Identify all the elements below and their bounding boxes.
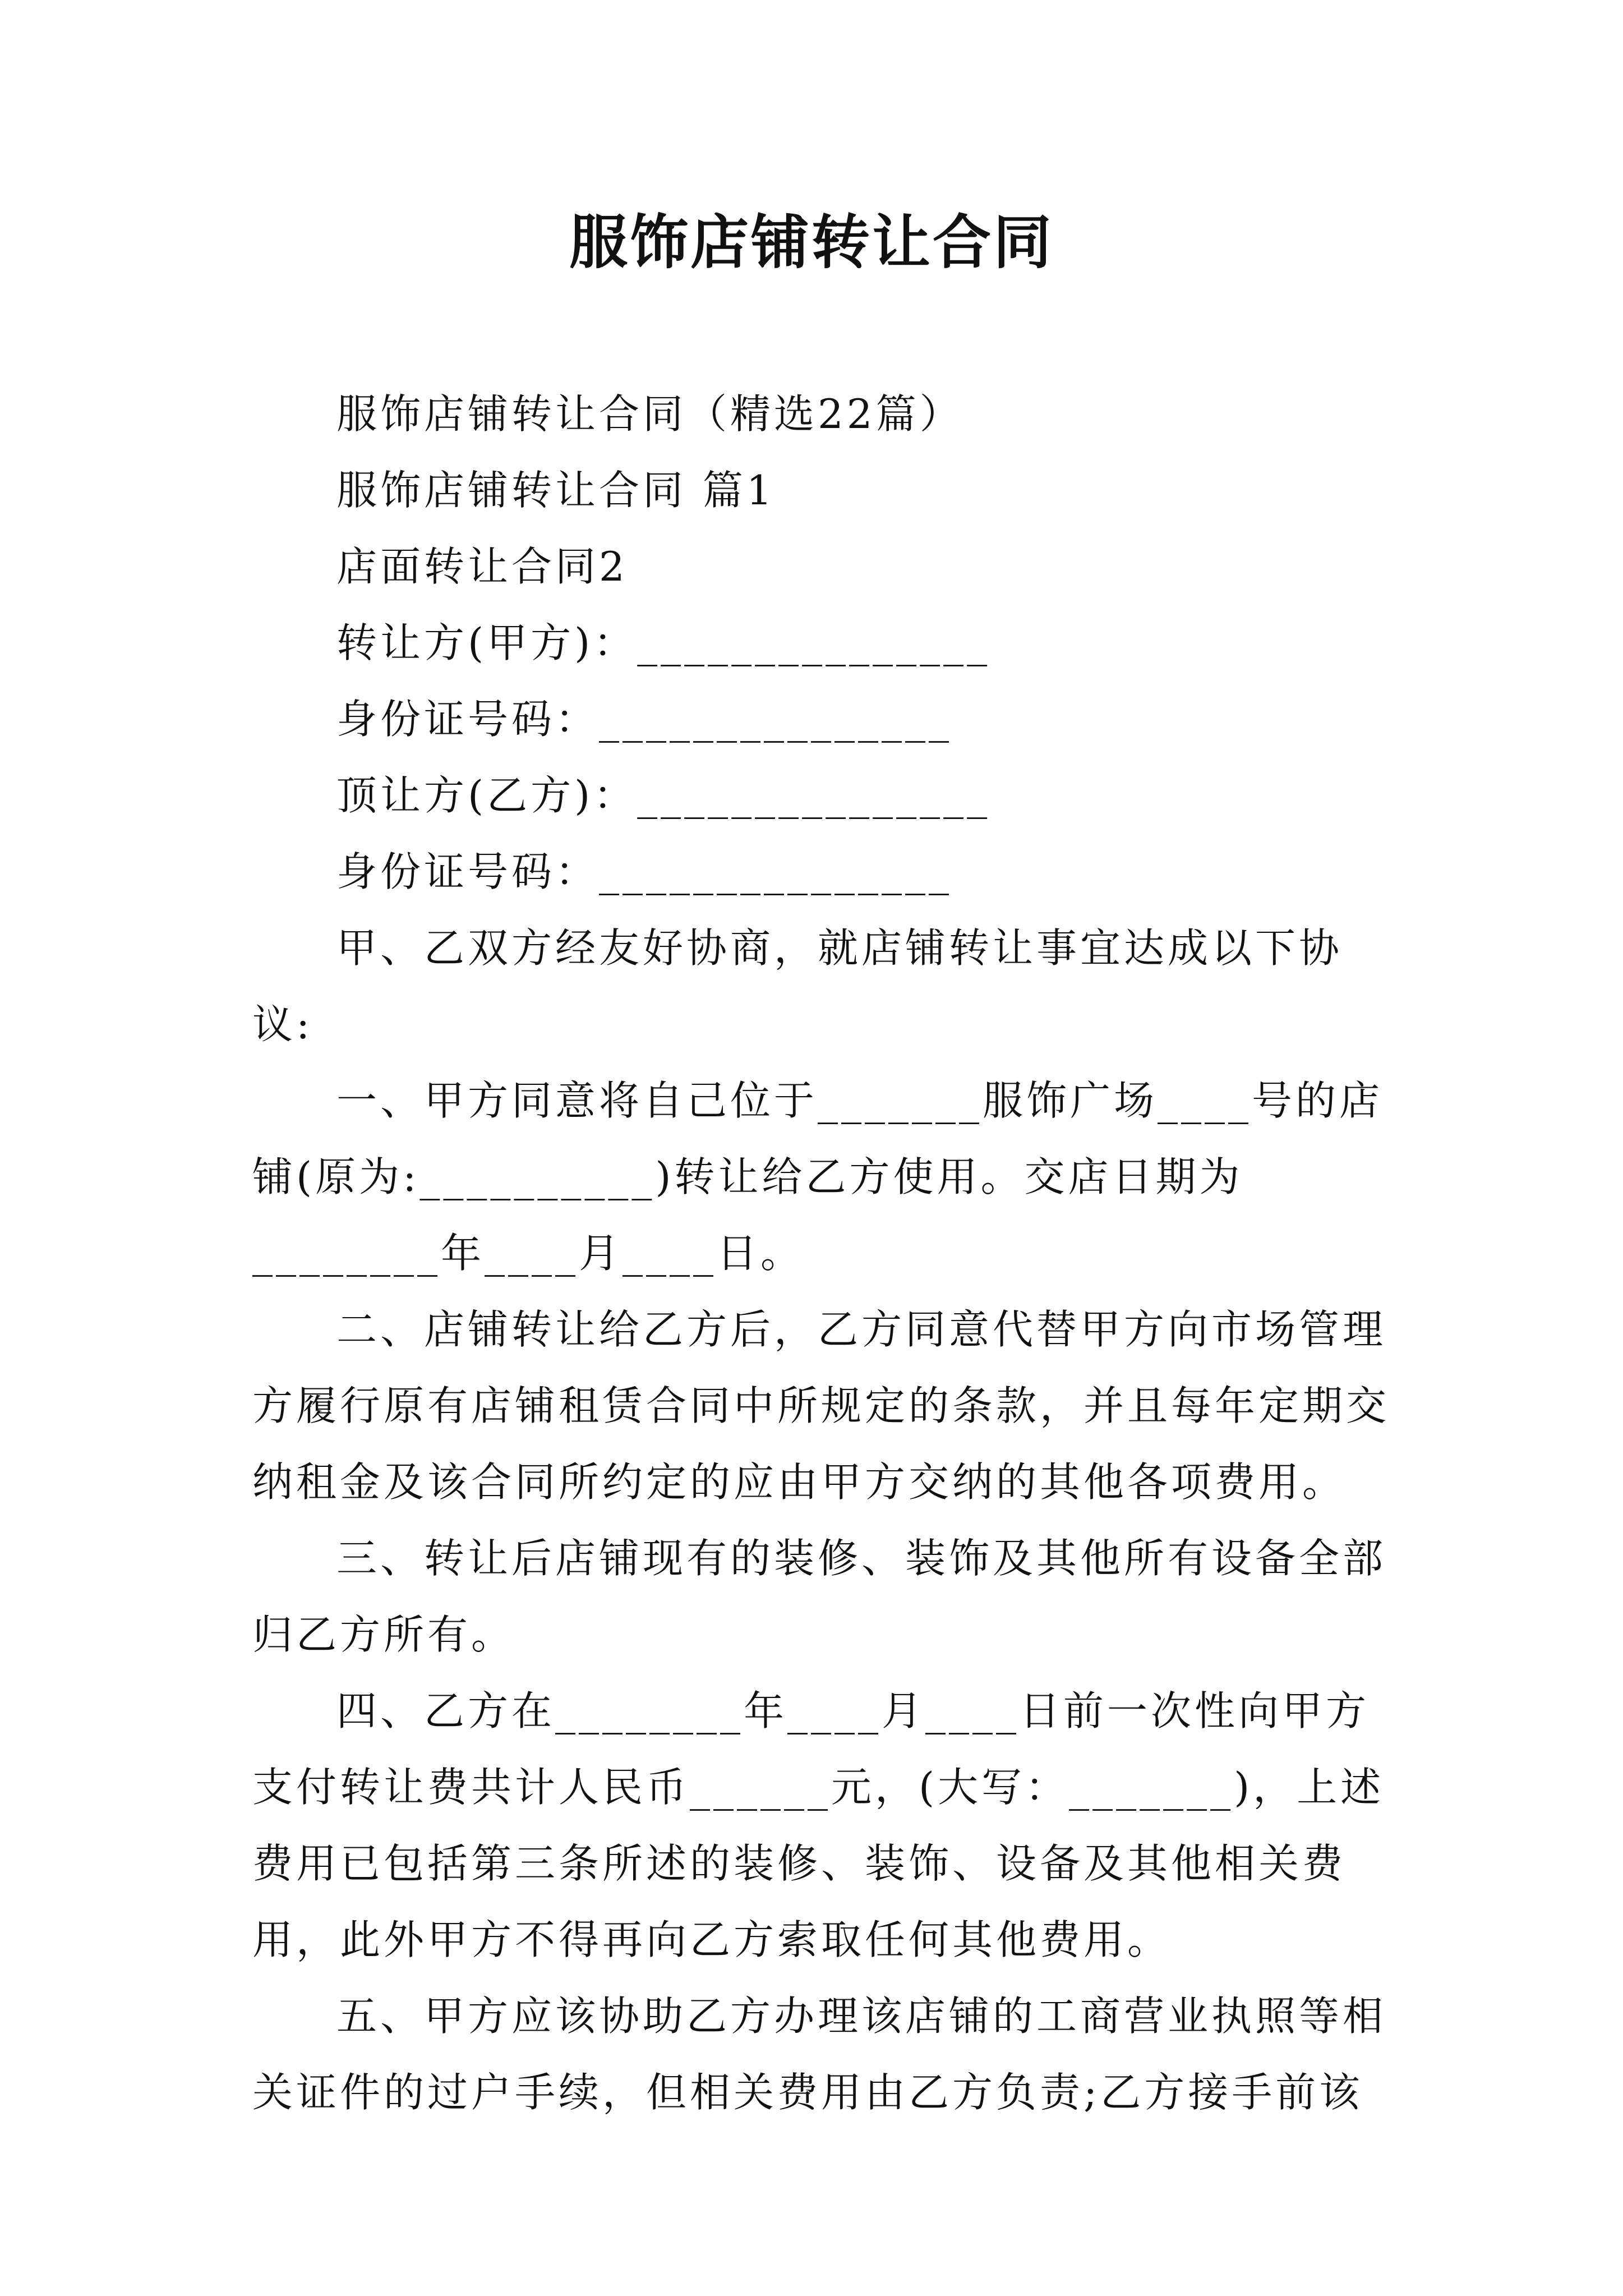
section-heading: 服饰店铺转让合同 篇1 xyxy=(336,467,776,514)
transferor-id-field: 身份证号码：_______________ xyxy=(336,696,953,743)
clause-2: 二、店铺转让给乙方后，乙方同意代替甲方向市场管理方履行原有店铺租赁合同中所规定的条款，并且每年定期交纳租金及该合同所约定的应由甲方交纳的其他各项费用。 xyxy=(252,1306,1390,1506)
agreement-intro: 甲、乙双方经友好协商，就店铺转让事宜达成以下协议: xyxy=(252,924,1343,1048)
transferee-id-field: 身份证号码：_______________ xyxy=(336,848,953,895)
clause-4: 四、乙方在________年____月____日前一次性向甲方支付转让费共计人民币______元，(大写：_______)，上述费用已包括第三条所述的装修、装饰、设备及其他相关费用，此外甲方不得再向乙方索取任何其他费用。 xyxy=(252,1687,1385,1963)
clause-5: 五、甲方应该协助乙方办理该店铺的工商营业执照等相关证件的过户手续，但相关费用由乙方负责;乙方接手前该 xyxy=(252,1993,1387,2116)
contract-name-line: 店面转让合同2 xyxy=(336,543,628,590)
document-body xyxy=(252,376,1391,2131)
subtitle-line: 服饰店铺转让合同（精选22篇） xyxy=(336,390,963,438)
clause-3: 三、转让后店铺现有的装修、装饰及其他所有设备全部归乙方所有。 xyxy=(252,1535,1387,1658)
document-title: 服饰店铺转让合同 xyxy=(569,208,1054,277)
clause-1: 一、甲方同意将自己位于_______服饰广场____号的店铺(原为:__________)转让给乙方使用。交店日期为________年____月____日。 xyxy=(252,1077,1384,1277)
transferor-field: 转让方(甲方)：_______________ xyxy=(336,619,991,666)
transferee-field: 顶让方(乙方)：_______________ xyxy=(336,772,991,819)
